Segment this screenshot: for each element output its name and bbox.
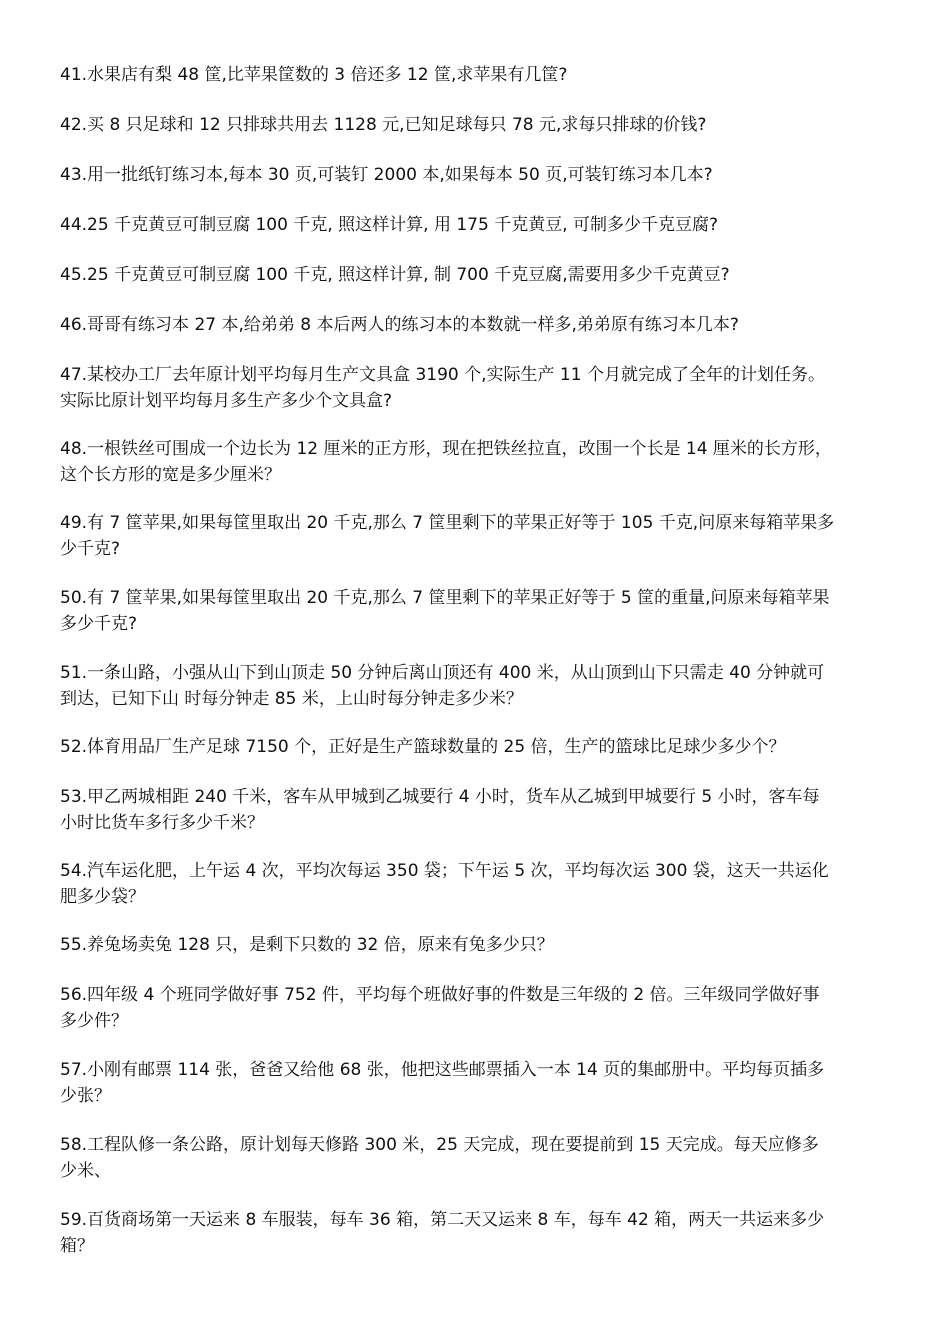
question-46 bbox=[60, 312, 905, 338]
question-41 bbox=[60, 62, 905, 88]
question-line: 59.百货商场第一天运来 8 车服装，每车 36 箱，第二天又运来 8 车，每车 42 箱，两天一共运来多少 bbox=[60, 1210, 825, 1230]
question-line: 43.用一批纸钉练习本,每本 30 页,可装钉 2000 本,如果每本 50 页,可装钉练习本几本? bbox=[60, 165, 713, 185]
question-55 bbox=[60, 932, 905, 958]
question-line: 49.有 7 筐苹果,如果每筐里取出 20 千克,那么 7 筐里剩下的苹果正好等于 105 千克,问原来每箱苹果多 bbox=[60, 513, 835, 533]
question-line: 55.养兔场卖兔 128 只，是剩下只数的 32 倍，原来有兔多少只？ bbox=[60, 935, 554, 955]
question-44 bbox=[60, 212, 905, 238]
question-line: 51.一条山路，小强从山下到山顶走 50 分钟后离山顶还有 400 米，从山顶到山下只需走 40 分钟就可 bbox=[60, 663, 825, 683]
question-line: 多少件？ bbox=[60, 1011, 128, 1031]
question-48 bbox=[60, 436, 905, 488]
question-line: 44.25 千克黄豆可制豆腐 100 千克, 照这样计算, 用 175 千克黄豆, 可制多少千克豆腐? bbox=[60, 215, 719, 235]
question-57 bbox=[60, 1057, 905, 1109]
question-line: 46.哥哥有练习本 27 本,给弟弟 8 本后两人的练习本的本数就一样多,弟弟原有练习本几本? bbox=[60, 315, 739, 335]
question-line: 58.工程队修一条公路，原计划每天修路 300 米，25 天完成，现在要提前到 15 天完成。每天应修多 bbox=[60, 1135, 819, 1155]
question-45 bbox=[60, 262, 905, 288]
question-line: 54.汽车运化肥，上午运 4 次，平均次每运 350 袋；下午运 5 次，平均每次运 300 袋，这天一共运化 bbox=[60, 861, 829, 881]
question-49 bbox=[60, 510, 905, 562]
question-47 bbox=[60, 362, 905, 414]
question-line: 57.小刚有邮票 114 张，爸爸又给他 68 张，他把这些邮票插入一本 14 页的集邮册中。平均每页插多 bbox=[60, 1060, 825, 1080]
question-50 bbox=[60, 585, 905, 637]
question-line: 多少千克? bbox=[60, 614, 138, 634]
question-43 bbox=[60, 162, 905, 188]
question-line: 少米、 bbox=[60, 1161, 111, 1181]
question-line: 到达，已知下山 时每分钟走 85 米，上山时每分钟走多少米？ bbox=[60, 689, 523, 709]
question-line: 小时比货车多行多少千米？ bbox=[60, 813, 264, 833]
question-56 bbox=[60, 982, 905, 1034]
question-line: 53.甲乙两城相距 240 千米，客车从甲城到乙城要行 4 小时，货车从乙城到甲城要行 5 小时，客车每 bbox=[60, 787, 820, 807]
question-52 bbox=[60, 734, 905, 760]
question-53 bbox=[60, 784, 905, 836]
question-line: 48.一根铁丝可围成一个边长为 12 厘米的正方形，现在把铁丝拉直，改围一个长是 14 厘米的长方形， bbox=[60, 439, 832, 459]
question-line: 41.水果店有梨 48 筐,比苹果筐数的 3 倍还多 12 筐,求苹果有几筐? bbox=[60, 65, 568, 85]
question-51 bbox=[60, 660, 905, 712]
question-line: 肥多少袋？ bbox=[60, 887, 145, 907]
question-line: 56.四年级 4 个班同学做好事 752 件，平均每个班做好事的件数是三年级的 2 倍。三年级同学做好事 bbox=[60, 985, 820, 1005]
question-58 bbox=[60, 1132, 905, 1184]
question-line: 实际比原计划平均每月多生产多少个文具盒? bbox=[60, 391, 393, 411]
question-line: 这个长方形的宽是多少厘米？ bbox=[60, 465, 281, 485]
question-line: 45.25 千克黄豆可制豆腐 100 千克, 照这样计算, 制 700 千克豆腐,需要用多少千克黄豆? bbox=[60, 265, 730, 285]
question-line: 少张？ bbox=[60, 1086, 111, 1106]
question-line: 箱？ bbox=[60, 1236, 94, 1256]
question-line: 47.某校办工厂去年原计划平均每月生产文具盒 3190 个,实际生产 11 个月就完成了全年的计划任务。 bbox=[60, 365, 825, 385]
question-59 bbox=[60, 1207, 905, 1259]
question-line: 42.买 8 只足球和 12 只排球共用去 1128 元,已知足球每只 78 元,求每只排球的价钱? bbox=[60, 115, 707, 135]
question-line: 少千克? bbox=[60, 539, 121, 559]
question-42 bbox=[60, 112, 905, 138]
question-54 bbox=[60, 858, 905, 910]
question-line: 52.体育用品厂生产足球 7150 个，正好是生产篮球数量的 25 倍，生产的篮球比足球少多少个？ bbox=[60, 737, 786, 757]
question-line: 50.有 7 筐苹果,如果每筐里取出 20 千克,那么 7 筐里剩下的苹果正好等于 5 筐的重量,问原来每箱苹果 bbox=[60, 588, 830, 608]
